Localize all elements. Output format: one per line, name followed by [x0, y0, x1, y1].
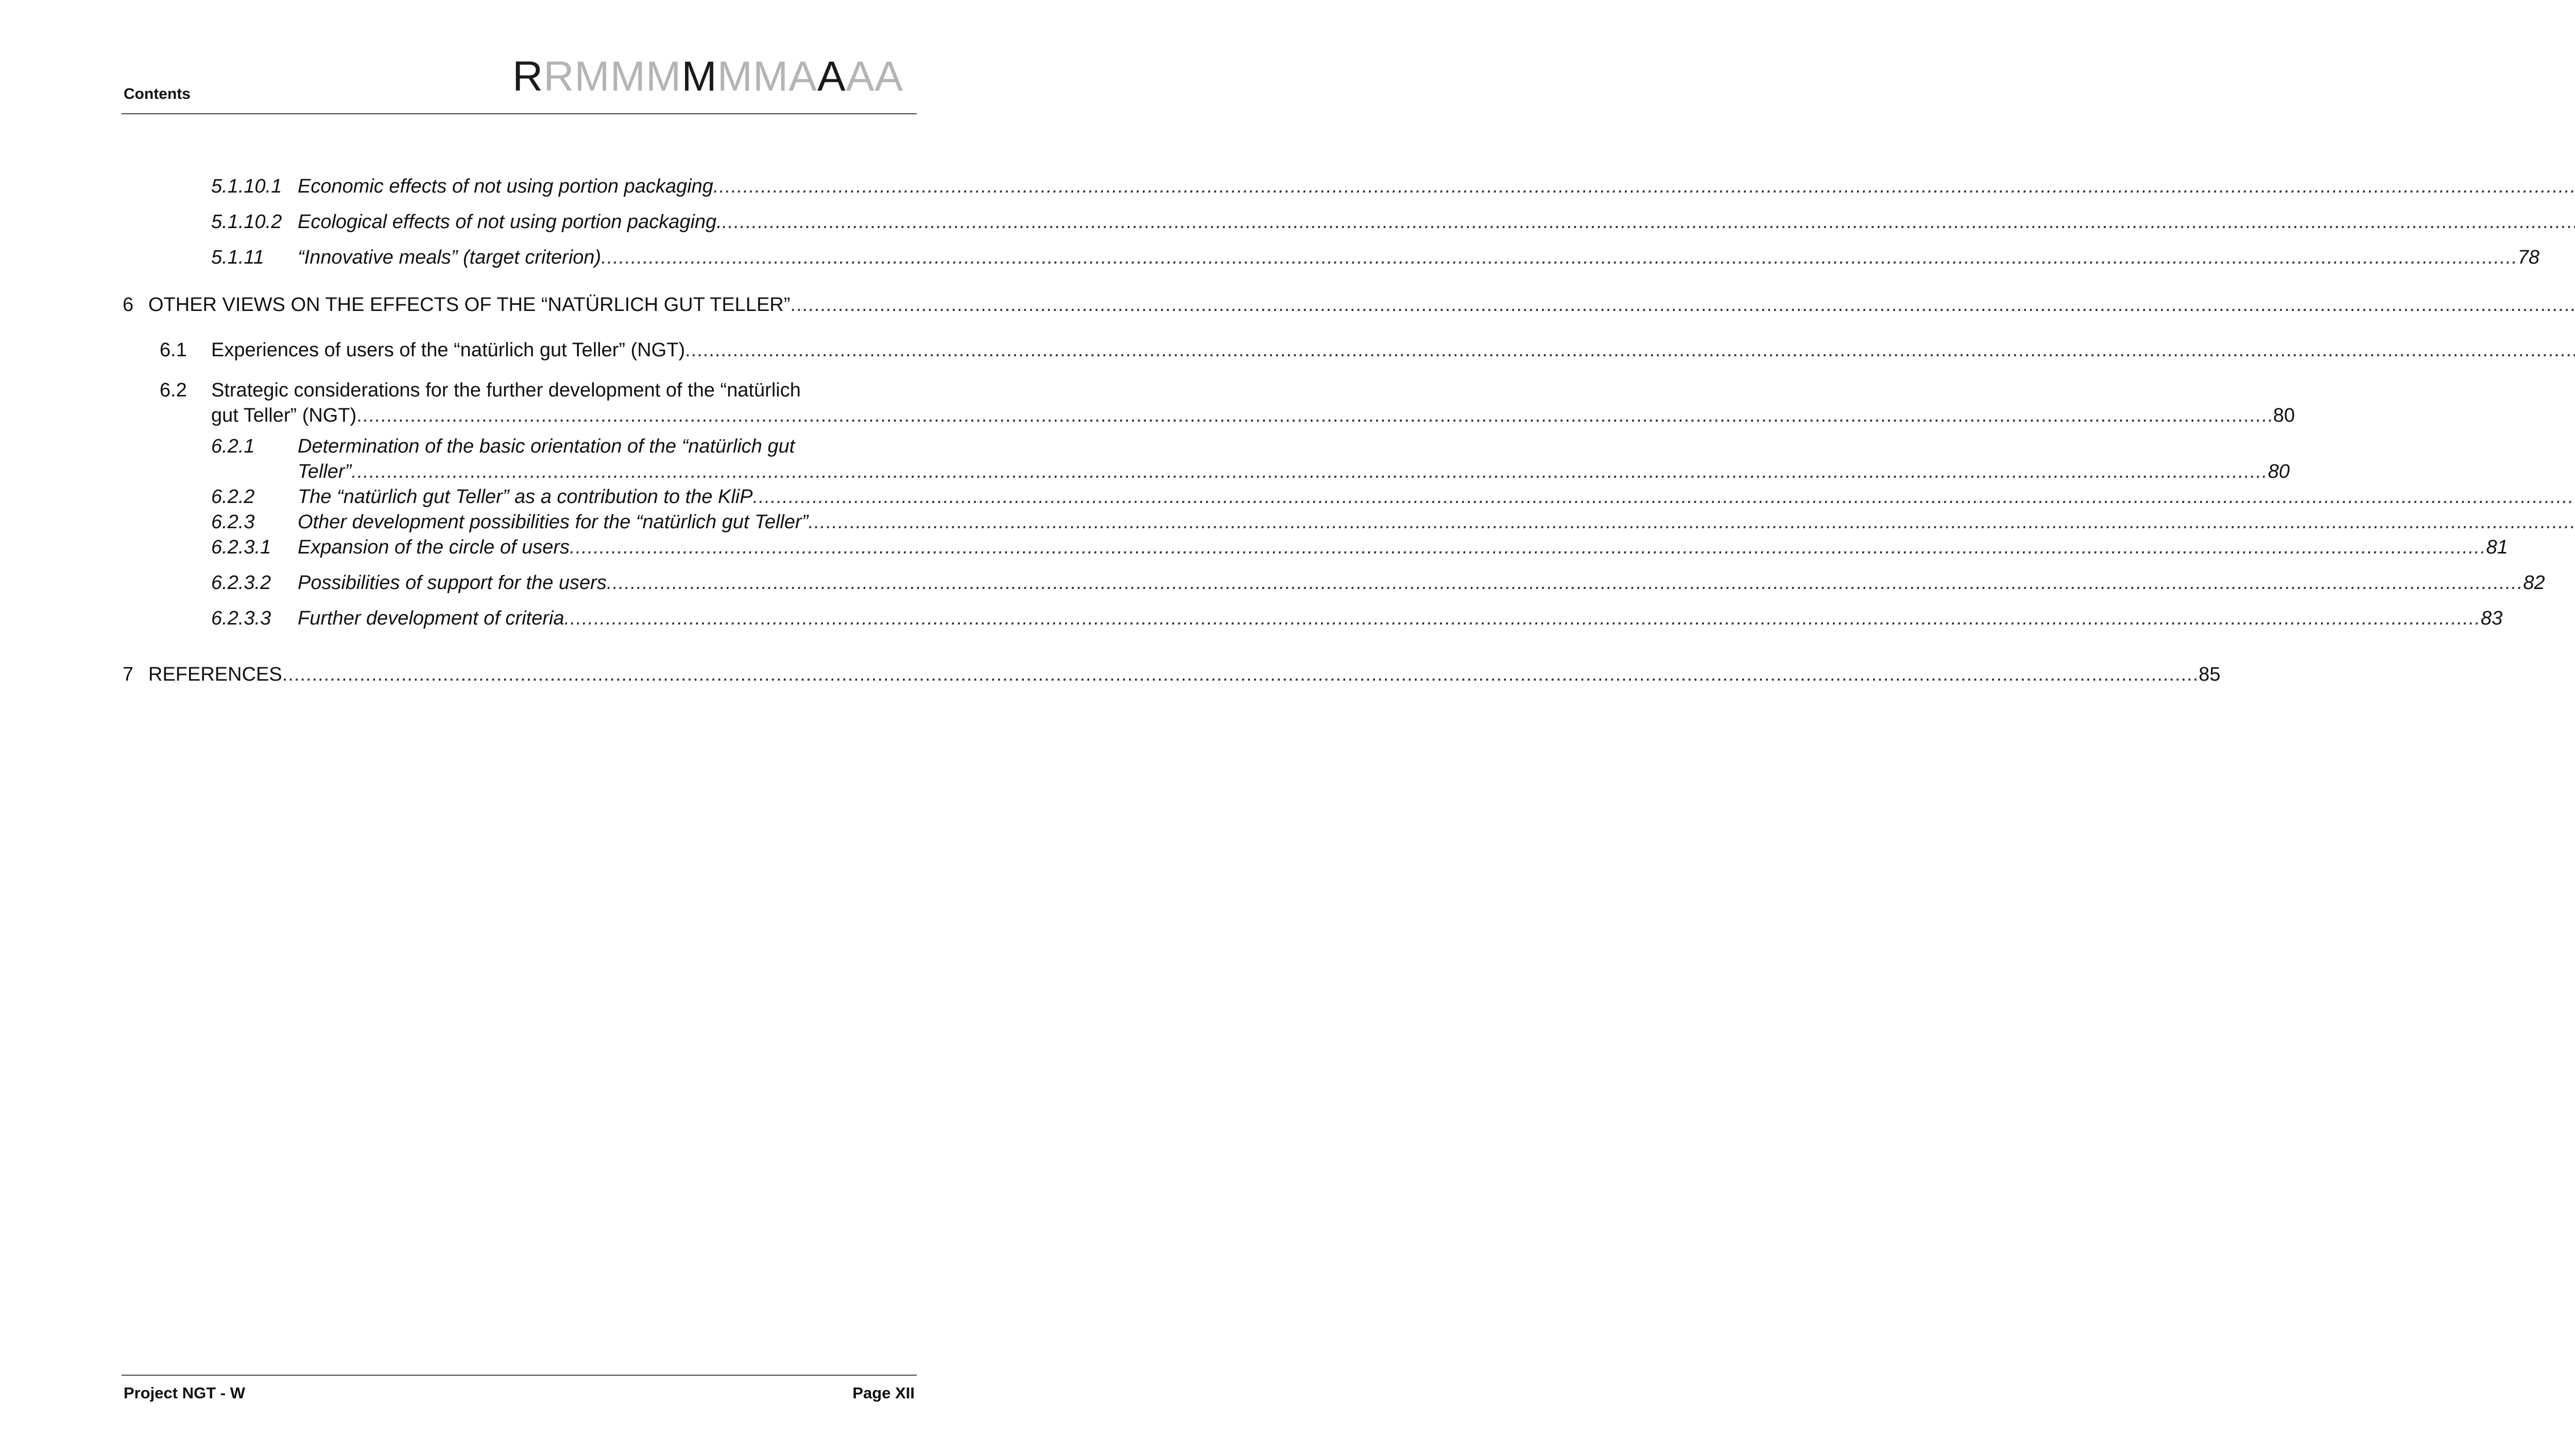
- toc-entry-6-2-3[interactable]: [211, 510, 917, 534]
- header-section-label: Contents: [124, 85, 191, 102]
- toc-title-line2-row: [298, 459, 2290, 484]
- toc-entry-6[interactable]: [123, 292, 917, 317]
- toc-leader-dots: [356, 403, 2273, 428]
- toc-leader-dots: [685, 338, 2575, 362]
- toc-number: 6.2.3.2: [211, 572, 271, 594]
- toc-page: 81: [2486, 536, 2508, 558]
- toc-leader-dots: [570, 535, 2486, 560]
- header-rule: [122, 113, 917, 114]
- toc-page: 80: [2268, 461, 2290, 482]
- toc-number: 6: [123, 294, 134, 316]
- toc-title: “Innovative meals” (target criterion): [298, 247, 602, 268]
- footer-project: Project NGT - W: [124, 1384, 245, 1402]
- toc-leader-dots: [351, 459, 2268, 484]
- toc-entry-6-2-3-1[interactable]: [211, 535, 2508, 560]
- footer-page-number: Page XII: [852, 1384, 915, 1402]
- toc-number: 6.1: [160, 339, 187, 361]
- toc-number: 6.2.2: [211, 486, 255, 508]
- toc-leader-dots: [564, 606, 2481, 631]
- toc-title: The “natürlich gut Teller” as a contribution to the KliP: [298, 486, 753, 508]
- toc-number: 5.1.10.2: [211, 211, 282, 233]
- toc-leader-dots: [282, 662, 2199, 687]
- toc-leader-dots: [808, 510, 2575, 534]
- toc-title: Ecological effects of not using portion packaging.: [298, 211, 722, 233]
- toc-page: 83: [2481, 608, 2503, 629]
- toc-entry-5-1-11[interactable]: [211, 245, 2540, 270]
- toc-leader-dots: [790, 292, 2575, 317]
- toc-title-line2: Teller”: [298, 461, 352, 482]
- toc-title: Expansion of the circle of users: [298, 536, 570, 558]
- toc-number: 6.2.1: [211, 436, 255, 457]
- toc-leader-dots: [607, 570, 2524, 595]
- toc-page: 80: [2273, 405, 2295, 426]
- toc-page: 85: [2199, 664, 2221, 685]
- toc-leader-dots: [753, 484, 2575, 509]
- toc-entry-6-2-3-3[interactable]: [211, 606, 2503, 631]
- footer-rule: [122, 1375, 917, 1376]
- logo: RRMMMMMMAAAA: [512, 53, 904, 100]
- toc-title-line2: gut Teller” (NGT): [211, 405, 357, 426]
- toc-entry-5-1-10-1[interactable]: [211, 174, 917, 199]
- toc-number: 6.2.3.3: [211, 608, 271, 629]
- toc-title-line1: Determination of the basic orientation of the “natürlich gut: [298, 436, 795, 457]
- toc-number: 6.2.3: [211, 511, 255, 533]
- toc-title: REFERENCES: [148, 664, 282, 685]
- toc-title-line2-row: [211, 403, 2295, 428]
- toc-entry-7[interactable]: [123, 662, 2221, 687]
- toc-leader-dots: [722, 210, 2575, 234]
- toc-title-line1: Strategic considerations for the further development of the “natürlich: [211, 379, 801, 401]
- toc-title: Economic effects of not using portion packaging: [298, 176, 713, 197]
- toc-leader-dots: [601, 245, 2518, 270]
- toc-number: 5.1.11: [211, 247, 264, 268]
- toc-title: OTHER VIEWS ON THE EFFECTS OF THE “NATÜRLICH GUT TELLER”: [148, 294, 791, 316]
- toc-title: Possibilities of support for the users: [298, 572, 607, 594]
- toc-entry-6-2-2[interactable]: [211, 484, 917, 509]
- toc-page: 78: [2517, 247, 2540, 268]
- toc-number: 5.1.10.1: [211, 176, 282, 197]
- toc-entry-5-1-10-2[interactable]: [211, 210, 917, 234]
- toc-title: Experiences of users of the “natürlich gut Teller” (NGT): [211, 339, 685, 361]
- toc-number: 6.2: [160, 379, 187, 401]
- toc-number: 7: [123, 664, 134, 685]
- toc-leader-dots: [713, 174, 2575, 199]
- toc-page: 82: [2523, 572, 2545, 594]
- toc-entry-6-2-3-2[interactable]: [211, 570, 2545, 595]
- toc-number: 6.2.3.1: [211, 536, 271, 558]
- toc-entry-6-1[interactable]: [160, 338, 917, 362]
- toc-title: Other development possibilities for the “natürlich gut Teller”: [298, 511, 809, 533]
- toc-title: Further development of criteria: [298, 608, 564, 629]
